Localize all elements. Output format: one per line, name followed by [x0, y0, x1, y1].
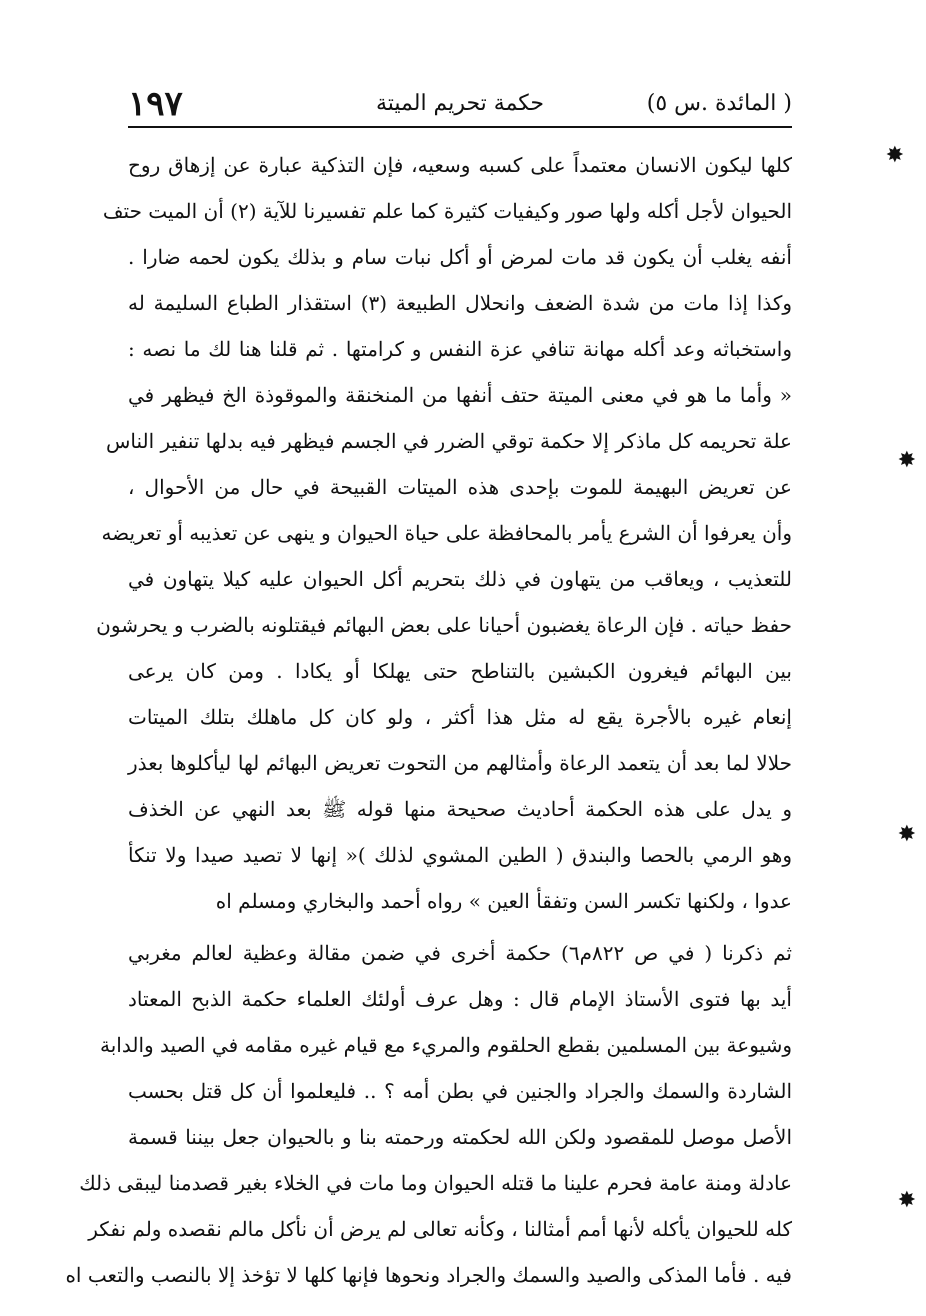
running-title: حكمة تحريم الميتة: [375, 91, 545, 116]
text-line: علة تحريمه كل ماذكر إلا حكمة توقي الضرر في الجسم فيظهر فيه بدلها تنفير الناس: [105, 429, 792, 453]
text-line: حفظ حياته . فإن الرعاة يغضبون أحيانا على بعض البهائم فيقتلونه بالضرب و يحرشون: [96, 613, 792, 637]
text-line: وكذا إذا مات من شدة الضعف وانحلال الطبيعة (٣) استقذار الطباع السليمة له: [128, 291, 792, 315]
text-line: و يدل على هذه الحكمة أحاديث صحيحة منها قوله ﷺ بعد النهي عن الخذف: [128, 797, 792, 821]
ink-blot-icon: ✸: [897, 822, 916, 847]
text-line: ثم ذكرنا ( في ص ٨٢٢م٦) حكمة أخرى في ضمن مقالة وعظية لعالم مغربي: [128, 941, 793, 965]
page-number: ١٩٧: [128, 84, 183, 124]
text-line: عدوا ، ولكنها تكسر السن وتفقأ العين » رواه أحمد والبخاري ومسلم اه: [215, 889, 792, 913]
text-line: أيد بها فتوى الأستاذ الإمام قال : وهل عرف أولئك العلماء حكمة الذبح المعتاد: [128, 987, 792, 1011]
text-line: الأصل موصل للمقصود ولكن الله لحكمته ورحمته بنا و بالحيوان جعل بيننا قسمة: [128, 1125, 792, 1149]
section-reference: ( المائدة .س ٥): [646, 91, 792, 116]
text-line: كله للحيوان يأكله لأنها أمم أمثالنا ، وكأنه تعالى لم يرض أن نأكل مالم نقصده ولم نفكر: [88, 1217, 792, 1241]
text-line: واستخباثه وعد أكله مهانة تنافي عزة النفس و كرامتها . ثم قلنا هنا لك ما نصه :: [128, 337, 792, 361]
text-line: أنفه يغلب أن يكون قد مات لمرض أو أكل نبات سام و بذلك يكون لحمه ضارا .: [128, 245, 792, 269]
text-line: الحيوان لأجل أكله ولها صور وكيفيات كثيرة كما علم تفسيرنا للآية (٢) أن الميت حتف: [102, 199, 792, 223]
text-line: بين البهائم فيغرون الكبشين بالتناطح حتى يهلكا أو يكادا . ومن كان يرعى: [128, 659, 792, 683]
text-line: إنعام غيره بالأجرة يقع له مثل هذا أكثر ، ولو كان كل ماهلك بتلك الميتات: [128, 705, 792, 729]
text-line: للتعذيب ، ويعاقب من يتهاون في ذلك بتحريم أكل الحيوان عليه كيلا يتهاون في: [128, 567, 792, 591]
text-line: « وأما ما هو في معنى الميتة حتف أنفها من المنخنقة والموقوذة الخ فيظهر في: [128, 383, 792, 407]
text-line: عن تعريض البهيمة للموت بإحدى هذه الميتات القبيحة في حال من الأحوال ،: [128, 475, 792, 499]
body-text: [65, 142, 793, 1298]
ink-blot-icon: ✸: [897, 448, 916, 473]
page-header: [128, 82, 792, 126]
ink-blot-icon: ✸: [885, 143, 904, 168]
text-line: وشيوعة بين المسلمين بقطع الحلقوم والمريء مع قيام غيره مقامه في الصيد والدابة: [100, 1033, 792, 1057]
text-line: فيه . فأما المذكى والصيد والسمك والجراد ونحوها فإنها كلها لا تؤخذ إلا بالنصب والتعب اه: [65, 1263, 792, 1287]
text-line: عادلة ومنة عامة فحرم علينا ما قتله الحيوان وما مات في الخلاء بغير قصدمنا ليبقى ذلك: [79, 1171, 792, 1195]
text-line: الشاردة والسمك والجراد والجنين في بطن أمه ؟ .. فليعلموا أن كل قتل بحسب: [128, 1079, 792, 1103]
ink-blot-icon: ✸: [897, 1188, 916, 1213]
text-line: حلالا لما بعد أن يتعمد الرعاة وأمثالهم من التحوت تعريض البهائم لها ليأكلوها بعذر: [128, 751, 792, 775]
text-line: وهو الرمي بالحصا والبندق ( الطين المشوي لذلك )« إنها لا تصيد صيدا ولا تنكأ: [128, 843, 792, 867]
text-line: وأن يعرفوا أن الشرع يأمر بالمحافظة على حياة الحيوان و ينهى عن تعذيبه أو تعريضه: [101, 521, 792, 545]
text-line: كلها ليكون الانسان معتمداً على كسبه وسعيه، فإن التذكية عبارة عن إزهاق روح: [128, 153, 792, 177]
header-rule: [128, 126, 792, 128]
